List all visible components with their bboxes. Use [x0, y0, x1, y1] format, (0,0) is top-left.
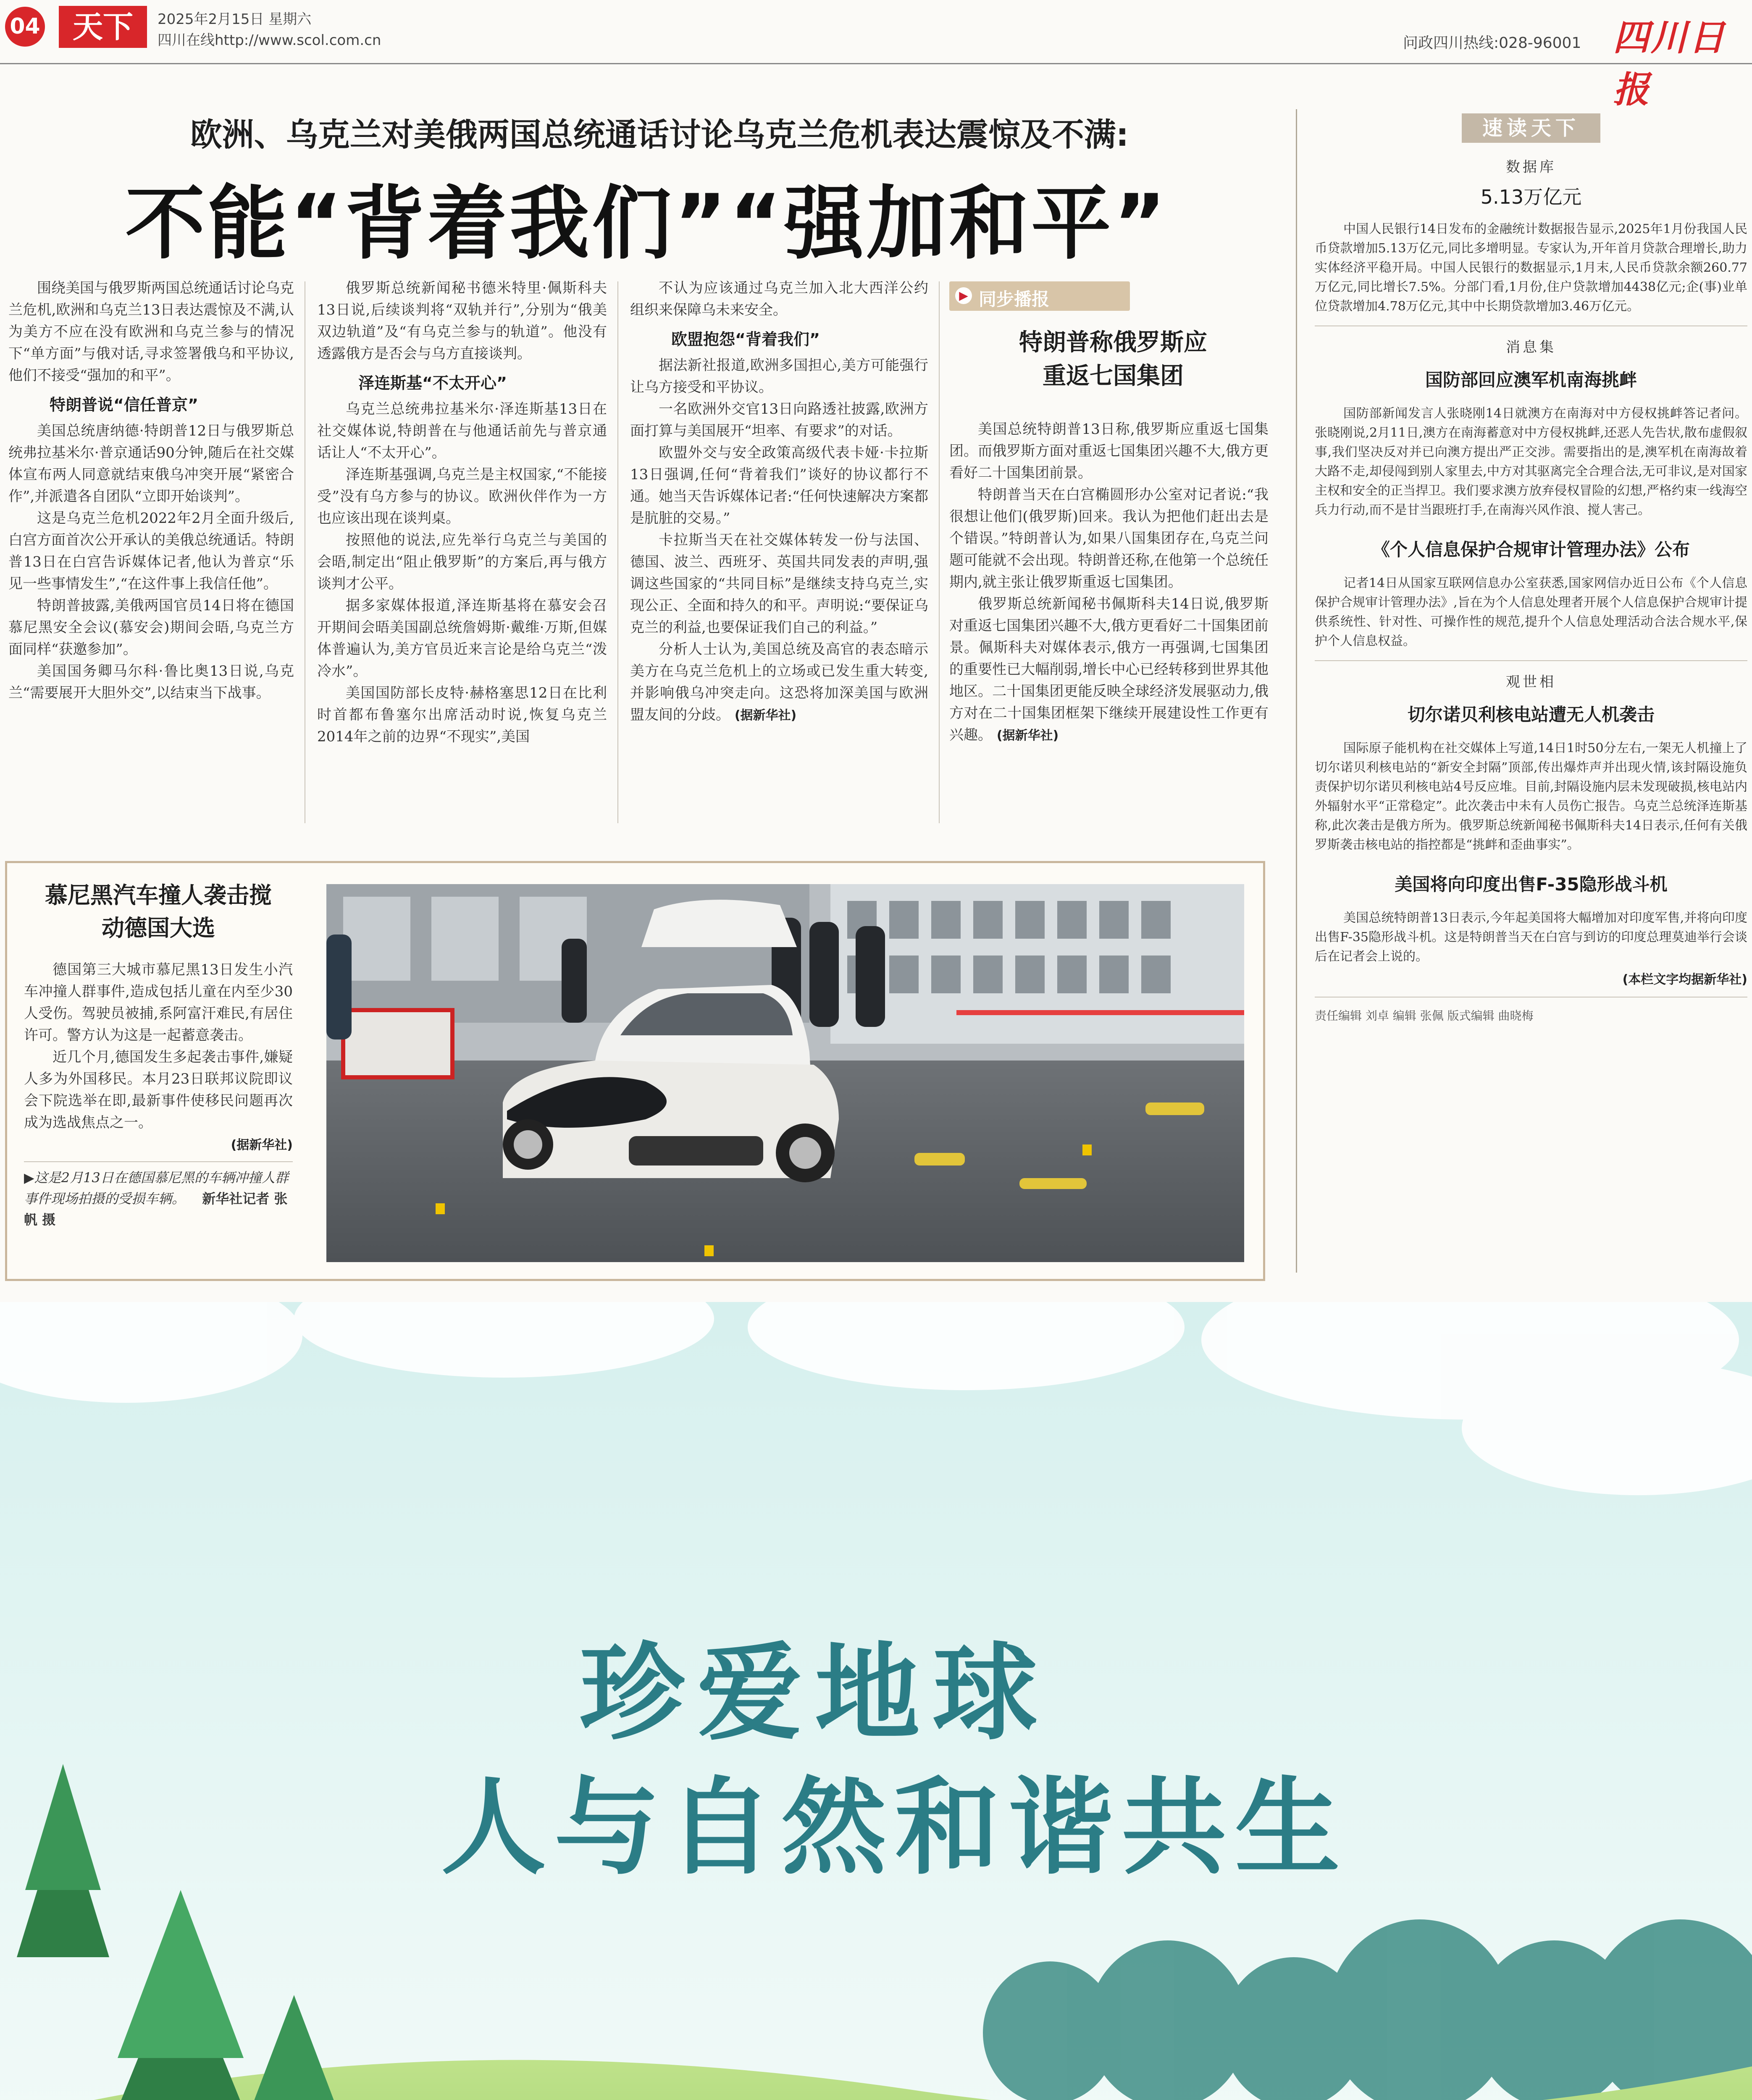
source-credit: (据新华社): [231, 1138, 293, 1152]
paper-logo: 四川日报: [1613, 16, 1726, 111]
lead-paragraph: 欧盟外交与安全政策高级代表卡娅·卡拉斯13日强调,任何“背着我们”谈好的协议都行不通。她当天告诉媒体记者:“任何快速解决方案都是肮脏的交易。”: [630, 444, 928, 527]
date-line: 2025年2月15日 星期六: [158, 11, 312, 28]
brief-text: 国防部新闻发言人张晓刚14日就澳方在南海对中方侵权挑衅答记者问。张晓刚说,2月11日,澳方在南海蓄意对中方侵权挑衅,还恶人先告状,散布虚假叙事,我们坚决反对并已向澳方提出严正交涉。需要指出的是,澳军机在南海故着大路不走,却侵闯到别人家里去,中方对其驱离完全合理合法,无可非议,是对国家主权和安全的正当捍卫。我们要求澳方放弃侵权冒险的幻想,严格约束一线海空兵力行动,而不是甘当跟班打手,在南海兴风作浪、搅人害己。: [1315, 406, 1747, 517]
photo-caption: [24, 1167, 293, 1230]
source-credit: (本栏文字均据新华社): [1622, 972, 1747, 987]
munich-paragraph: 近几个月,德国发生多起袭击事件,嫌疑人多为外国移民。本月23日联邦议院即议会下院选举在即,最新事件使移民问题再次成为选战焦点之一。: [24, 1049, 293, 1131]
lead-paragraph: 特朗普披露,美俄两国官员14日将在德国慕尼黑安全会议(慕安会)期间会晤,乌克兰方面同样“获邀参加”。: [8, 597, 294, 658]
lead-paragraph: 美国总统唐纳德·特朗普12日与俄罗斯总统弗拉基米尔·普京通话90分钟,随后在社交媒体宣布两人同意就结束俄乌冲突开展“紧密合作”,并派遣各自团队“立即开始谈判”。: [8, 423, 294, 505]
munich-box: [5, 861, 1265, 1281]
lead-subhead: 泽连斯基“不太开心”: [358, 374, 507, 392]
sync-body: [949, 418, 1269, 747]
brief-title: 美国将向印度出售F-35隐形战斗机: [1395, 874, 1668, 895]
caption-text: ▶这是2月13日在德国慕尼黑的车辆冲撞人群事件现场拍摄的受损车辆。: [24, 1170, 289, 1207]
munich-body: [24, 959, 293, 1156]
lead-paragraph-text: 分析人士认为,美国总统及高官的表态暗示美方在乌克兰危机上的立场或已发生重大转变,并影响俄乌冲突走向。这恐将加深美国与欧洲盟友间的分歧。: [630, 641, 928, 723]
section-badge: [59, 6, 147, 48]
page-number-badge: [5, 7, 45, 47]
lead-paragraph: 俄罗斯总统新闻秘书德米特里·佩斯科夫13日说,后续谈判将“双轨并行”,分别为“俄美双边轨道”及“有乌克兰参与的轨道”。他没有透露俄方是否会与乌方直接谈判。: [317, 280, 607, 362]
lead-paragraph: 卡拉斯当天在社交媒体转发一份与法国、德国、波兰、西班牙、英国共同发表的声明,强调这些国家的“共同目标”是继续支持乌克兰,实现公正、全面和持久的和平。声明说:“要保证乌克兰的利益,也要保证我们自己的利益。”: [630, 532, 928, 636]
lead-paragraph: 美国国防部长皮特·赫格塞思12日在比利时首都布鲁塞尔出席活动时说,恢复乌克兰2014年之前的边界“不现实”,美国: [317, 685, 607, 745]
brief-text: 记者14日从国家互联网信息办公室获悉,国家网信办近日公布《个人信息保护合规审计管理办法》,旨在为个人信息处理者开展个人信息保护合规审计提供系统性、针对性、可操作性的规范,提升个人信息处理活动合法合规水平,保护个人信息权益。: [1315, 576, 1747, 648]
lead-paragraph: 美国国务卿马尔科·鲁比奥13日说,乌克兰“需要展开大胆外交”,以结束当下战事。: [8, 663, 294, 701]
sync-paragraph: 美国总统特朗普13日称,俄罗斯应重返七国集团。而俄罗斯方面对重返七国集团兴趣不大,俄方更看好二十国集团前景。: [949, 421, 1269, 481]
sync-title: 特朗普称俄罗斯应重返七国集团: [1019, 329, 1207, 390]
brief-text: 国际原子能机构在社交媒体上写道,14日1时50分左右,一架无人机撞上了切尔诺贝利核电站的“新安全封隔”顶部,传出爆炸声并出现火情,该封隔设施负责保护切尔诺贝利核电站4号反应堆。目前,封隔设施内层未发现破损,核电站内外辐射水平“正常稳定”。此次袭击中未有人员伤亡报告。乌克兰总统泽连斯基称,此次袭击是俄方所为。俄罗斯总统新闻秘书佩斯科夫14日表示,任何有关俄罗斯袭击核电站的指控都是“挑衅和歪曲事实”。: [1315, 741, 1747, 852]
page-header: [0, 0, 1752, 111]
munich-text: [24, 879, 293, 1230]
munich-source-row: [24, 1134, 293, 1156]
hotline: 问政四川热线:028-96001: [1403, 34, 1581, 52]
sidebar-rule: [1315, 660, 1747, 661]
lead-paragraph: 据多家媒体报道,泽连斯基将在慕安会召开期间会晤美国副总统詹姆斯·戴维·万斯,但媒体普遍认为,美方官员近来言论是给乌克兰“泼冷水”。: [317, 597, 607, 680]
column-rule: [939, 281, 940, 823]
brief-text: 美国总统特朗普13日表示,今年起美国将大幅增加对印度军售,并将向印度出售F-35隐形战斗机。这是特朗普当天在白宫与到访的印度总理莫迪举行会谈后在记者会上说的。: [1315, 911, 1747, 964]
sidebar-divider: [1296, 109, 1297, 1273]
sidebar-source-row: [1315, 969, 1747, 987]
source-credit: (据新华社): [996, 728, 1059, 743]
source-credit: (据新华社): [734, 708, 797, 723]
sync-tag-label: 同步播报: [979, 289, 1050, 310]
lead-column-1: [8, 277, 294, 704]
section-tag-data: 数据库: [1506, 159, 1556, 176]
sidebar: [1315, 113, 1747, 1024]
sync-tag-icon: ▶: [955, 287, 972, 304]
stat-title: 5.13万亿元: [1480, 186, 1582, 208]
lead-paragraph: 据法新社报道,欧洲多国担心,美方可能强行让乌方接受和平协议。: [630, 357, 928, 396]
brief-title: 《个人信息保护合规审计管理办法》公布: [1372, 539, 1690, 560]
lead-paragraph: 不认为应该通过乌克兰加入北大西洋公约组织来保障乌未来安全。: [630, 280, 928, 318]
sidebar-header: [1462, 113, 1600, 143]
public-service-poster: [0, 1302, 1752, 2100]
lead-paragraph: [630, 638, 928, 727]
photo-credit: 新华社记者 张帆 摄: [24, 1191, 288, 1228]
section-tag-news: 消息集: [1506, 339, 1556, 356]
lead-paragraph: 泽连斯基强调,乌克兰是主权国家,“不能接受”没有乌方参与的协议。欧洲伙伴作为一方也应该出现在谈判桌。: [317, 466, 607, 527]
section-name: 天下: [72, 9, 133, 45]
sync-tag: [949, 281, 1130, 311]
munich-title: 慕尼黑汽车撞人袭击搅动德国大选: [45, 882, 272, 941]
sidebar-rule: [1315, 997, 1747, 998]
lead-paragraph: 按照他的说法,应先举行乌克兰与美国的会晤,制定出“阻止俄罗斯”的方案后,再与俄方谈判才公平。: [317, 532, 607, 592]
sync-paragraph: [949, 593, 1269, 747]
lead-column-2: [317, 277, 607, 748]
sync-paragraph-text: 俄罗斯总统新闻秘书佩斯科夫14日说,俄罗斯对重返七国集团兴趣不大,俄方更看好二十国集团前景。佩斯科夫对媒体表示,俄方一再强调,七国集团的重要性已大幅削弱,增长中心已经转移到世界其他地区。二十国集团更能反映全球经济发展驱动力,俄方对在二十国集团框架下继续开展建设性工作更有兴趣。: [949, 596, 1269, 743]
column-rule: [617, 281, 618, 823]
lead-headline: 不能“背着我们”“强加和平”: [125, 177, 1169, 270]
poster-title-line2: 人与自然和谐共生: [441, 1765, 1348, 1889]
lead-subhead: 特朗普说“信任普京”: [50, 396, 198, 414]
sidebar-header-label: 速读天下: [1482, 116, 1580, 140]
lead-paragraph: 一名欧洲外交官13日向路透社披露,欧洲方面打算与美国展开“坦率、有要求”的对话。: [630, 401, 928, 439]
editors-line: 责任编辑 刘卓 编辑 张佩 版式编辑 曲晓梅: [1315, 1009, 1534, 1023]
site-line: 四川在线http://www.scol.com.cn: [158, 32, 381, 49]
poster-title-line1: 珍爱地球: [580, 1631, 1050, 1754]
lead-paragraph: 围绕美国与俄罗斯两国总统通话讨论乌克兰危机,欧洲和乌克兰13日表达震惊及不满,认为美方不应在没有欧洲和乌克兰参与的情况下“单方面”与俄对话,寻求签署俄乌和平协议,他们不接受“强加的和平”。: [8, 280, 294, 384]
news-photo: [326, 884, 1244, 1262]
lead-column-3: [630, 277, 928, 727]
brief-title: 切尔诺贝利核电站遭无人机袭击: [1407, 704, 1655, 725]
lead-kicker: 欧洲、乌克兰对美俄两国总统通话讨论乌克兰危机表达震惊及不满:: [190, 116, 1129, 153]
lead-subhead: 欧盟抱怨“背着我们”: [671, 330, 820, 349]
brief-title: 国防部回应澳军机南海挑衅: [1425, 370, 1637, 390]
sync-report: [949, 281, 1277, 747]
news-photo-drawing: [326, 884, 1244, 1262]
munich-paragraph: 德国第三大城市慕尼黑13日发生小汽车冲撞人群事件,造成包括儿童在内至少30人受伤。驾驶员被捕,系阿富汗难民,有居住许可。警方认为这是一起蓄意袭击。: [24, 961, 293, 1044]
sync-paragraph: 特朗普当天在白宫椭圆形办公室对记者说:“我很想让他们(俄罗斯)回来。我认为把他们赶出去是个错误。”特朗普认为,如果八国集团存在,乌克兰问题可能就不会出现。特朗普还称,在他第一个总统任期内,就主张让俄罗斯重返七国集团。: [949, 486, 1269, 591]
header-rule: [0, 63, 1752, 64]
lead-paragraph: 乌克兰总统弗拉基米尔·泽连斯基13日在社交媒体说,特朗普在与他通话前先与普京通话让人“不太开心”。: [317, 401, 607, 461]
lead-paragraph: 这是乌克兰危机2022年2月全面升级后,白宫方面首次公开承认的美俄总统通话。特朗普13日在白宫告诉媒体记者,他认为普京“乐见一些事情发生”,“在这件事上我信任他”。: [8, 510, 294, 592]
caption-rule: [24, 1161, 293, 1162]
stat-text: 中国人民银行14日发布的金融统计数据报告显示,2025年1月份我国人民币贷款增加5.13万亿元,同比多增明显。专家认为,开年首月贷款合理增长,助力实体经济平稳开局。中国人民银行的数据显示,1月末,人民币贷款余额260.77万亿元,同比增长7.5%。分部门看,1月份,住户贷款增加4438亿元;企(事)业单位贷款增加4.78万亿元,其中中长期贷款增加3.46万亿元。: [1315, 222, 1747, 314]
section-tag-world: 观世相: [1506, 674, 1556, 690]
page-number: 04: [10, 14, 40, 39]
